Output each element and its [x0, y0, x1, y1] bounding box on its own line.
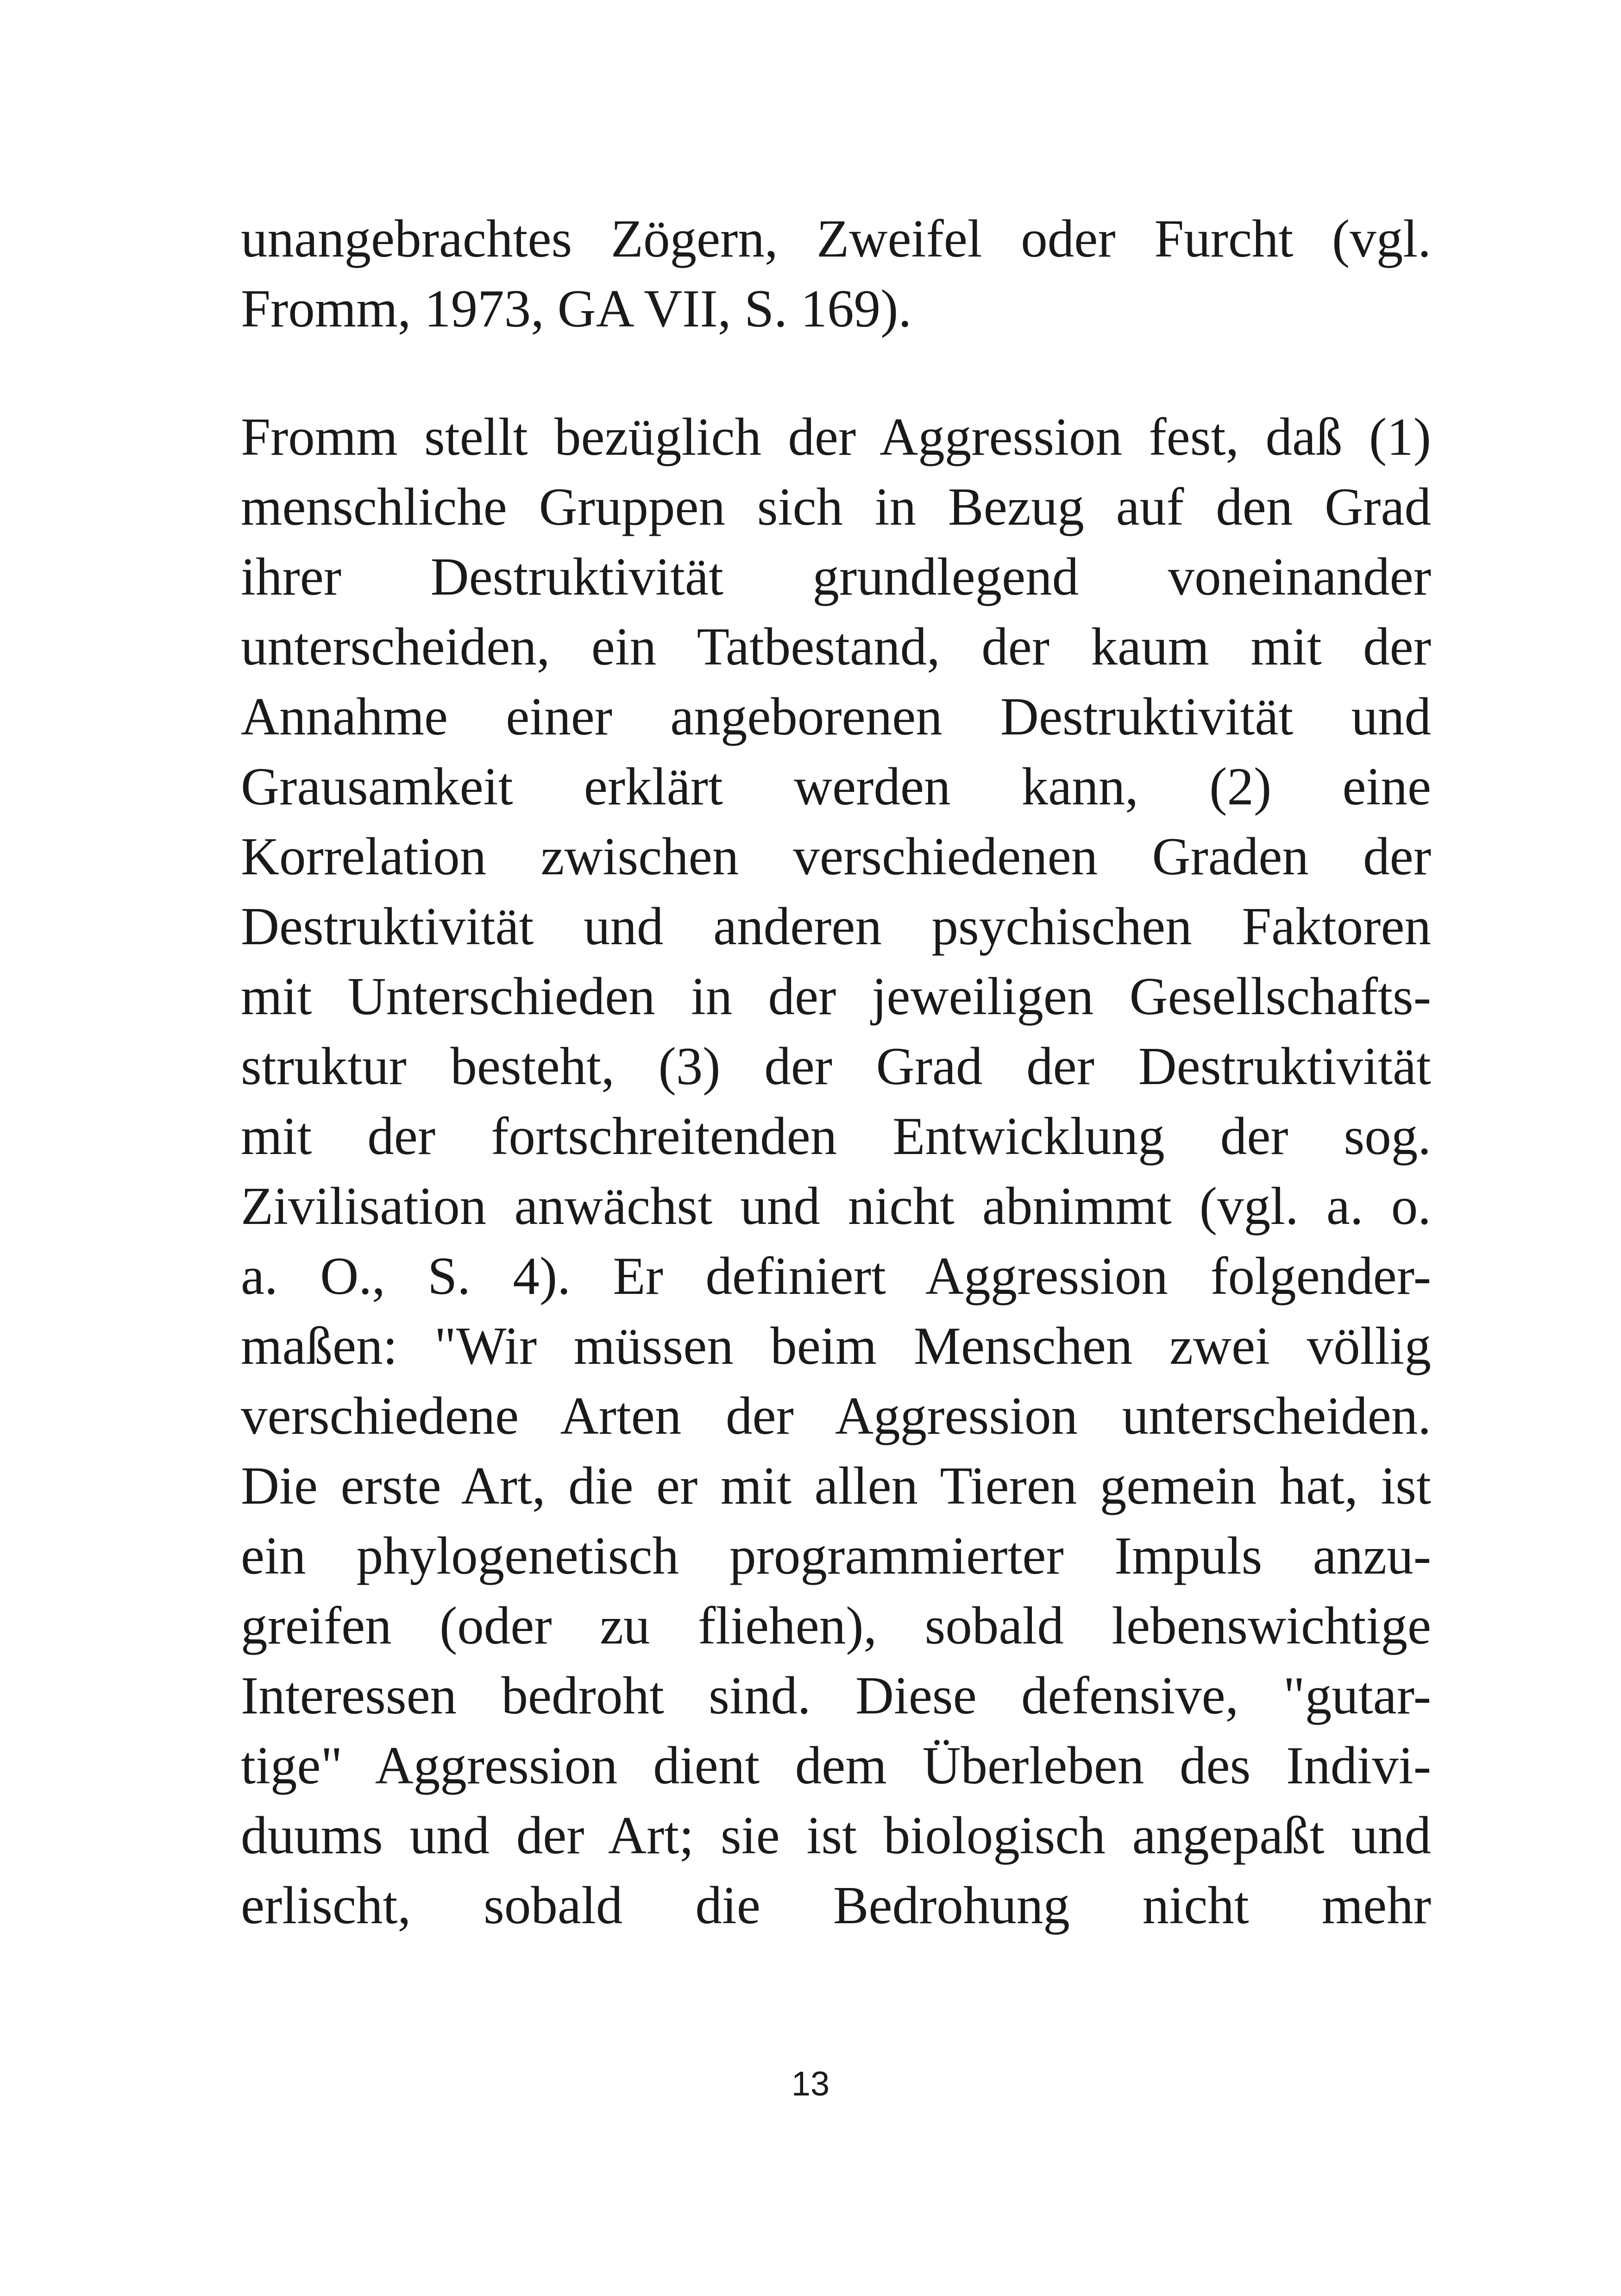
text-line: Korrelation zwischen verschiedenen Graden der	[241, 827, 1431, 886]
text-line: greifen (oder zu fliehen), sobald lebenswichtige	[241, 1596, 1431, 1655]
text-line: Interessen bedroht sind. Diese defensive, "gutar-	[241, 1666, 1431, 1725]
text-line: ein phylogenetisch programmierter Impuls anzu-	[241, 1526, 1431, 1585]
text-line: Zivilisation anwächst und nicht abnimmt (vgl. a. o.	[241, 1177, 1431, 1236]
text-line: Annahme einer angeborenen Destruktivität und	[241, 687, 1431, 746]
page-number: 13	[791, 2064, 830, 2103]
text-line: duums und der Art; sie ist biologisch angepaßt und	[241, 1806, 1431, 1865]
paragraph-1	[241, 204, 1431, 344]
paragraph-2	[241, 402, 1431, 1940]
text-line: Fromm stellt bezüglich der Aggression fest, daß (1)	[241, 408, 1431, 466]
text-line: maßen: "Wir müssen beim Menschen zwei völlig	[241, 1317, 1431, 1375]
text-line: Fromm, 1973, GA VII, S. 169).	[241, 279, 912, 338]
text-line: a. O., S. 4). Er definiert Aggression folgender-	[241, 1247, 1431, 1305]
text-line: Die erste Art, die er mit allen Tieren gemein hat, ist	[241, 1456, 1431, 1515]
text-line: struktur besteht, (3) der Grad der Destruktivität	[241, 1037, 1431, 1096]
text-line: erlischt, sobald die Bedrohung nicht mehr	[241, 1876, 1431, 1935]
text-line: ihrer Destruktivität grundlegend voneinander	[241, 547, 1431, 606]
text-line: menschliche Gruppen sich in Bezug auf den Grad	[241, 477, 1431, 536]
text-line: Destruktivität und anderen psychischen Faktoren	[241, 897, 1431, 956]
text-line: tige" Aggression dient dem Überleben des Indivi-	[241, 1736, 1431, 1795]
text-line: unangebrachtes Zögern, Zweifel oder Furcht (vgl.	[241, 209, 1431, 268]
text-line: Grausamkeit erklärt werden kann, (2) eine	[241, 757, 1431, 816]
text-line: mit Unterschieden in der jeweiligen Gesellschafts-	[241, 967, 1431, 1026]
text-line: verschiedene Arten der Aggression unterscheiden.	[241, 1386, 1431, 1445]
text-line: unterscheiden, ein Tatbestand, der kaum mit der	[241, 617, 1431, 676]
text-line: mit der fortschreitenden Entwicklung der sog.	[241, 1107, 1431, 1166]
